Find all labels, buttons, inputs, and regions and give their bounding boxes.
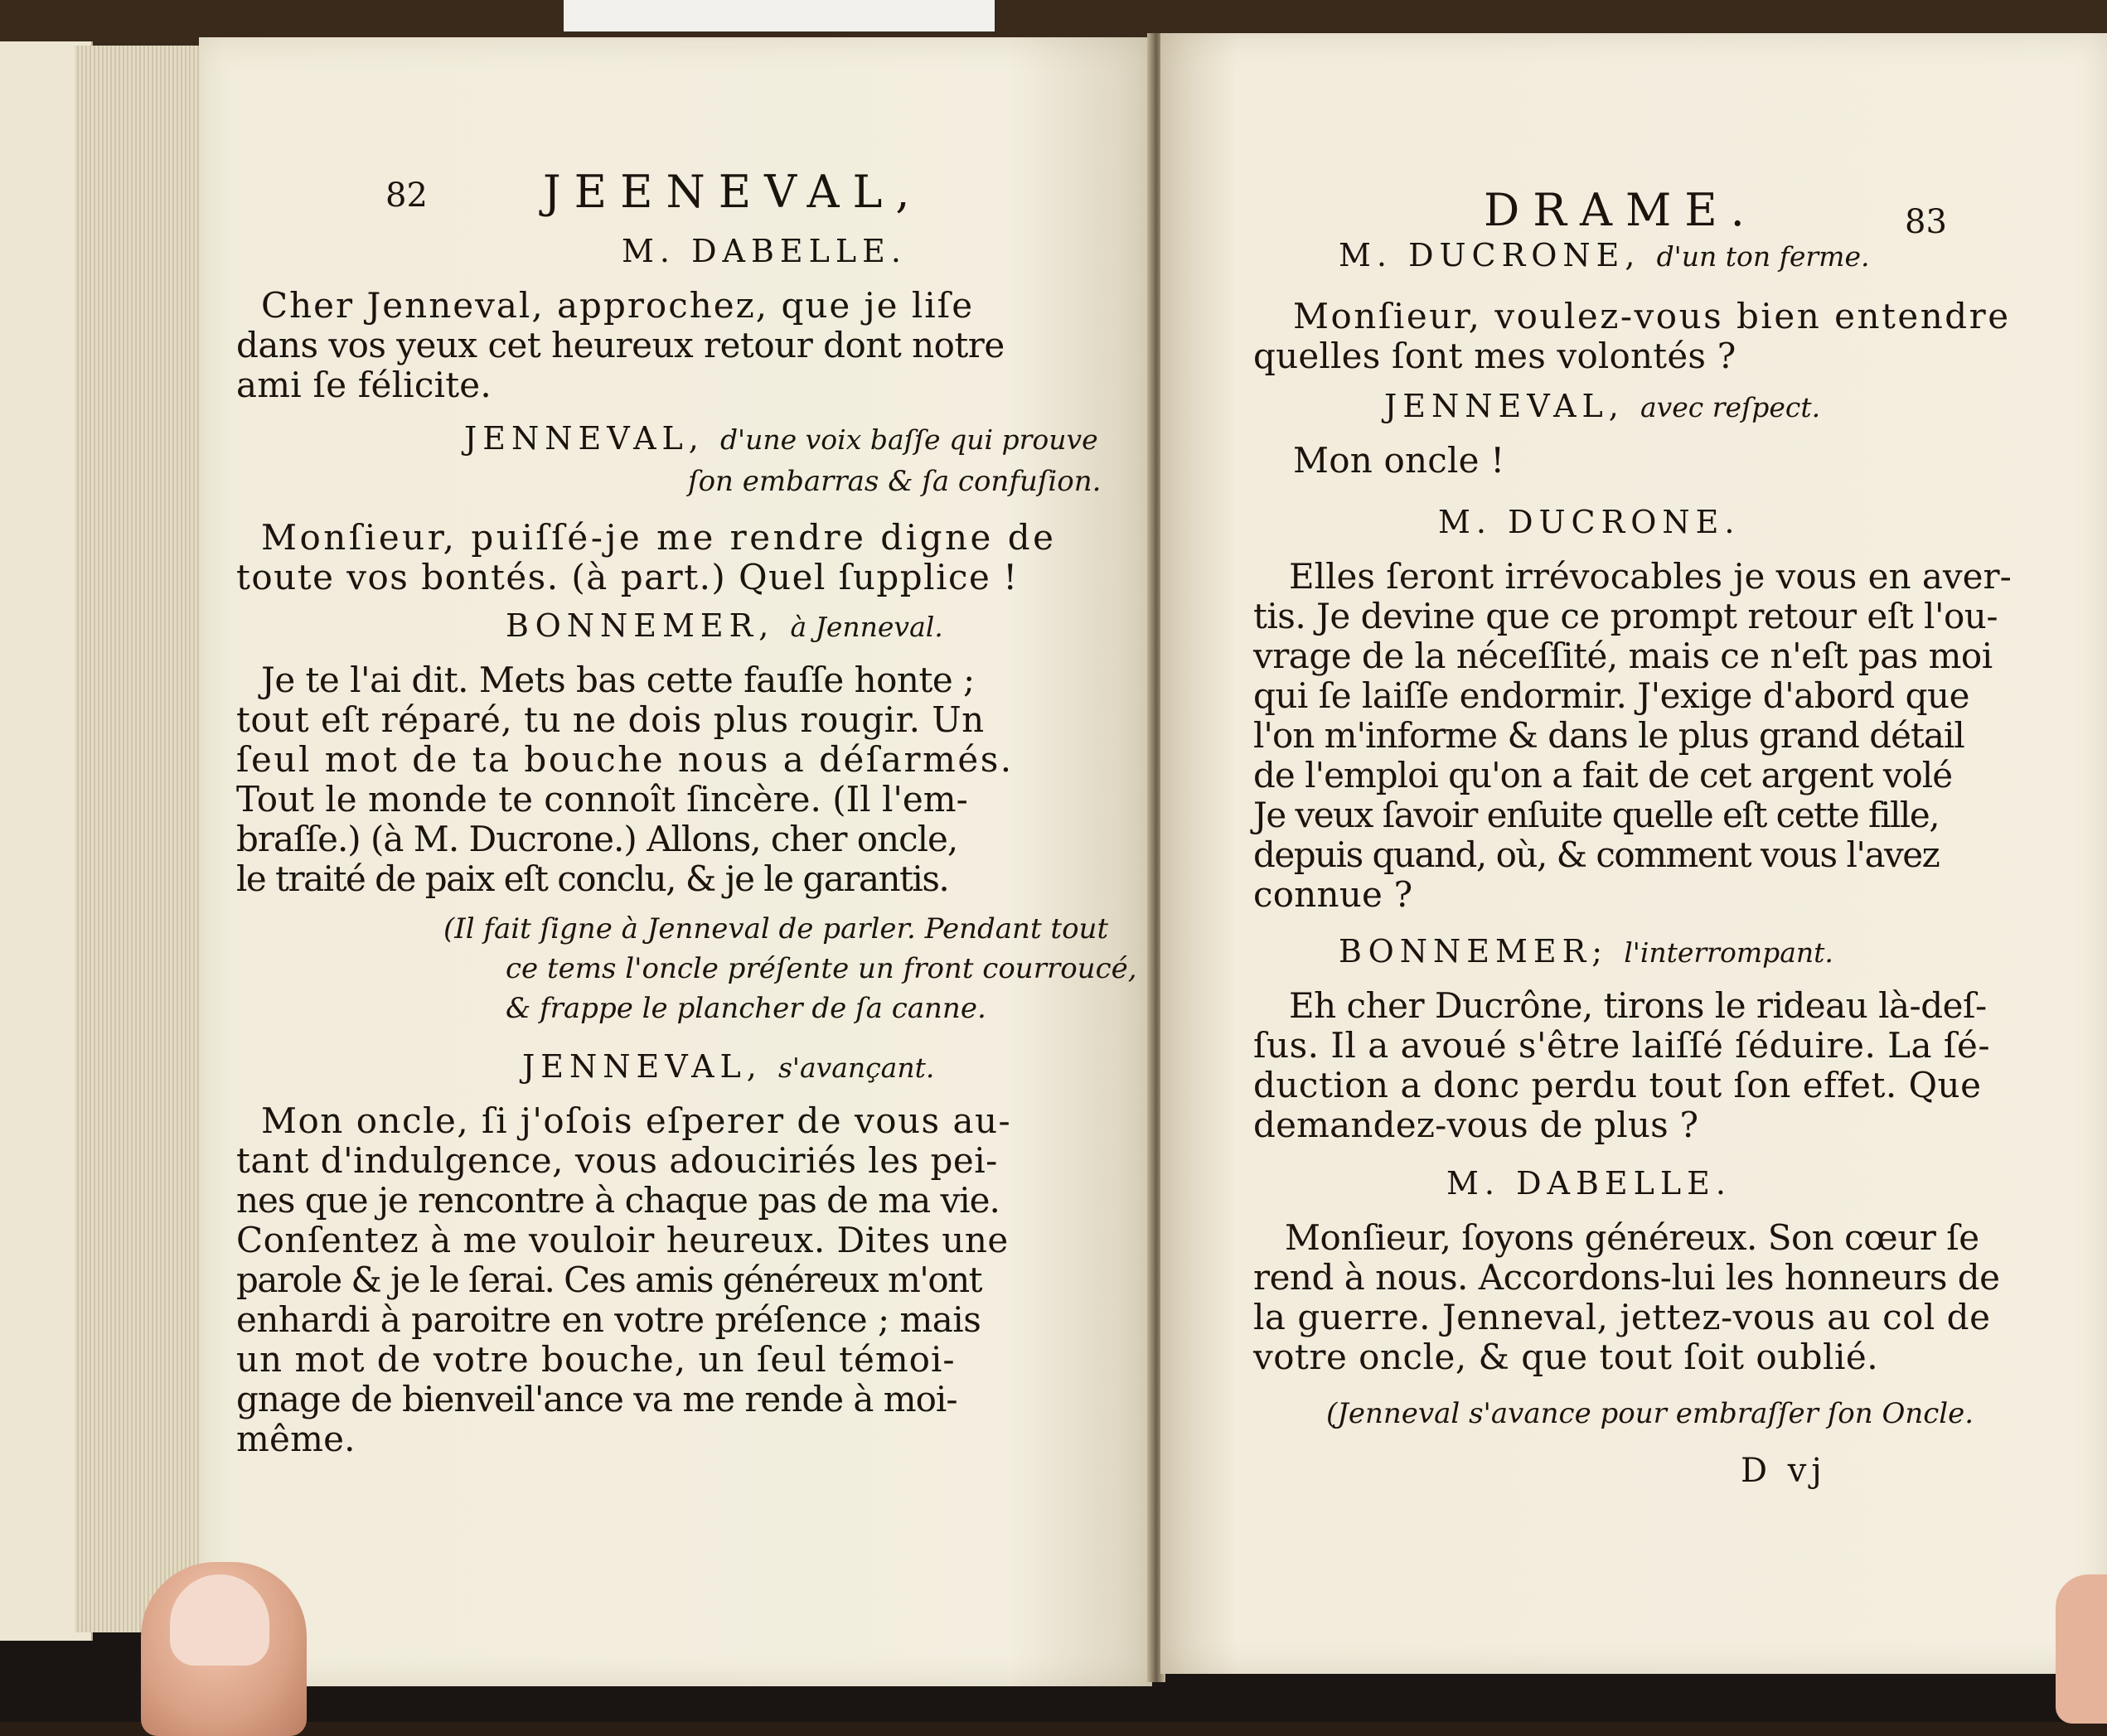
text-line: dans vos yeux cet heureux retour dont notre <box>236 325 1005 365</box>
text-line: Eh cher Ducrône, tirons le rideau là-deſ- <box>1289 985 1987 1026</box>
text-line: toute vos bontés. (à part.) Quel ſupplice ! <box>236 557 1019 597</box>
page-number-right: 83 <box>1905 203 1947 241</box>
text-line: Je veux ſavoir enſuite quelle eſt cette fille, <box>1253 795 1940 835</box>
stage-direction: ce tems l'oncle préſente un front courroucé, <box>506 952 1137 985</box>
text-line: duction a donc perdu tout ſon effet. Que <box>1253 1065 1982 1105</box>
text-line: Tout le monde te connoît ſincère. (Il l'em- <box>236 779 968 820</box>
text-line: l'on m'informe & dans le plus grand détail <box>1253 715 1964 756</box>
text-line: Mon oncle ! <box>1293 440 1505 481</box>
text-line: vrage de la néceſſité, mais ce n'eſt pas moi <box>1253 636 1993 676</box>
text-line: parole & je le ſerai. Ces amis généreux m'ont <box>236 1260 982 1300</box>
speaker-heading: M. DABELLE. <box>1446 1165 1732 1202</box>
text-line: gnage de bienveil'ance va me rende à moi- <box>236 1379 957 1419</box>
speaker-heading: M. DUCRONE. <box>1438 504 1741 540</box>
stage-direction: (Jenneval s'avance pour embraſſer ſon Oncle. <box>1326 1397 1974 1430</box>
stage-direction: & frappe le plancher de ſa canne. <box>506 992 986 1025</box>
text-line: Conſentez à me vouloir heureux. Dites une <box>236 1220 1009 1260</box>
running-head-right: DRAME. <box>1484 184 1758 236</box>
text-line: Elles ſeront irrévocables je vous en aver- <box>1289 556 2012 597</box>
text-line: ami ſe félicite. <box>236 365 492 405</box>
text-line: Cher Jenneval, approchez, que je liſe <box>261 285 975 326</box>
text-line: Je te l'ai dit. Mets bas cette fauſſe honte ; <box>261 660 975 700</box>
stage-direction: (Il fait ſigne à Jenneval de parler. Pendant tout <box>443 912 1109 945</box>
text-line: braſſe.) (à M. Ducrone.) Allons, cher oncle, <box>236 819 958 859</box>
text-line: votre oncle, & que tout ſoit oublié. <box>1253 1337 1879 1377</box>
speaker-heading: BONNEMER; l'interrompant. <box>1339 933 1833 970</box>
text-line: ſeul mot de ta bouche nous a déſarmés. <box>236 739 1014 780</box>
right-page <box>1160 33 2107 1674</box>
text-line: ſus. Il a avoué s'être laiſſé ſéduire. La ſé- <box>1253 1025 1991 1066</box>
speaker-heading: JENNEVAL, d'une voix baſſe qui prouve <box>464 420 1098 457</box>
speaker-heading: M. DABELLE. <box>622 233 907 269</box>
speaker-heading: JENNEVAL, avec reſpect. <box>1384 388 1821 424</box>
text-line: même. <box>236 1419 356 1459</box>
text-line: nes que je rencontre à chaque pas de ma vie. <box>236 1180 1000 1221</box>
text-line: depuis quand, où, & comment vous l'avez <box>1253 834 1940 875</box>
text-line: quelles ſont mes volontés ? <box>1253 336 1736 376</box>
text-line: Mon oncle, ſi j'oſois eſperer de vous au- <box>261 1100 1012 1141</box>
text-line: connue ? <box>1253 874 1413 915</box>
page-edges <box>75 46 201 1632</box>
text-line: rend à nous. Accordons-lui les honneurs de <box>1253 1257 2000 1298</box>
speaker-heading: BONNEMER, à Jenneval. <box>506 607 943 644</box>
text-line: tant d'indulgence, vous adouciriés les pei- <box>236 1140 998 1181</box>
signature-mark: D vj <box>1741 1452 1827 1490</box>
text-line: Monſieur, ſoyons généreux. Son cœur ſe <box>1285 1217 1979 1258</box>
text-line: demandez-vous de plus ? <box>1253 1105 1699 1145</box>
text-line: tout eſt réparé, tu ne dois plus rougir. Un <box>236 699 985 740</box>
thumbnail-left <box>170 1574 269 1666</box>
stage-direction: ſon embarras & ſa confuſion. <box>688 465 1102 498</box>
text-line: tis. Je devine que ce prompt retour eſt l'ou- <box>1253 596 1998 636</box>
running-head-left: JEENEVAL, <box>543 166 923 218</box>
text-line: le traité de paix eſt conclu, & je le garantis. <box>236 858 949 899</box>
thumb-right <box>2056 1574 2107 1724</box>
text-line: Monſieur, voulez-vous bien entendre <box>1293 296 2011 336</box>
text-line: la guerre. Jenneval, jettez-vous au col de <box>1253 1297 1991 1337</box>
page-number-left: 82 <box>385 177 428 215</box>
text-line: un mot de votre bouche, un ſeul témoi- <box>236 1339 956 1380</box>
text-line: Monſieur, puiſſé-je me rendre digne de <box>261 517 1057 558</box>
paper-tag <box>564 0 995 31</box>
speaker-heading: M. DUCRONE, d'un ton ferme. <box>1339 237 1870 273</box>
text-line: enhardi à paroitre en votre préſence ; mais <box>236 1299 981 1340</box>
text-line: qui ſe laiſſe endormir. J'exige d'abord que <box>1253 675 1969 716</box>
text-line: de l'emploi qu'on a fait de cet argent volé <box>1253 755 1953 795</box>
speaker-heading: JENNEVAL, s'avançant. <box>522 1048 935 1085</box>
left-page <box>199 37 1152 1686</box>
